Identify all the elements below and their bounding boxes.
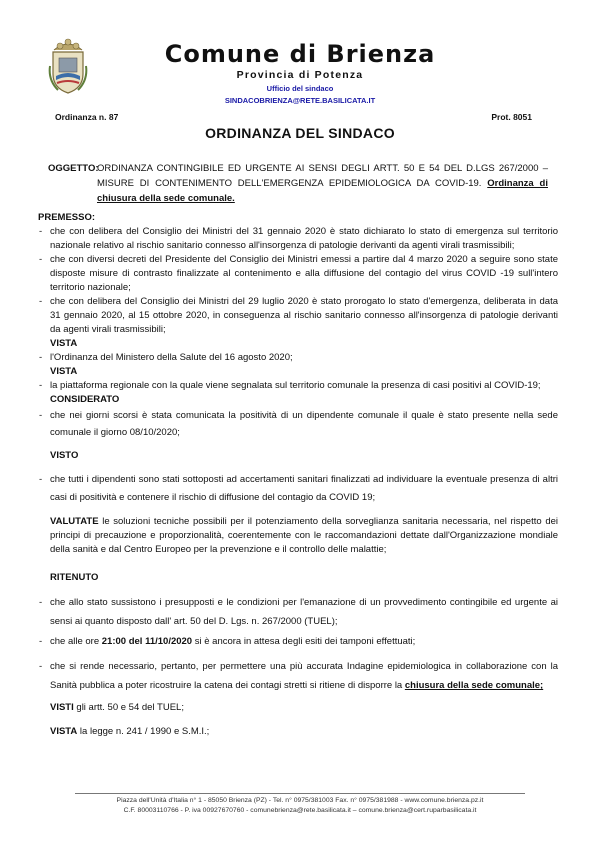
footer-divider [75, 793, 525, 794]
considerato-heading: CONSIDERATO [50, 394, 120, 405]
vista-item: - l'Ordinanza del Ministero della Salute del 16 agosto 2020; [38, 351, 558, 365]
visti-lead: VISTI [50, 702, 74, 713]
ritenuto-item2-bold: 21:00 del 11/10/2020 [101, 636, 193, 647]
premesso-item: - che con delibera del Consiglio dei Ministri del 29 luglio 2020 è stato prorogato lo stato d'emergenza, deliberata in data 31 gennaio 2020, al 15 ottobre 2020, in conseguenza al rischio sanitario connesso all'insorgenza di patologie derivanti da agenti virali trasmissibili; [38, 295, 558, 337]
valutate-paragraph [38, 515, 558, 557]
office-label: Ufficio del sindaco [266, 84, 334, 93]
premesso-item: - che con diversi decreti del Presidente del Consiglio dei Ministri emessi a partire dal 4 marzo 2020 a seguire sono state disposte misure di contrasto finalizzate al contenimento e alla diffusione del contagio del virus COVID -19 sull'intero territorio nazionale; [38, 253, 558, 295]
footer-contacts: C.F. 80003110766 - P. iva 00927670760 - comunebrienza@rete.basilicata.it – comune.brienza@cert.ruparbasilicata.it [123, 807, 477, 814]
ritenuto-item [38, 657, 558, 695]
visti-paragraph [38, 701, 558, 715]
vista-heading: VISTA [50, 338, 78, 349]
office-email: SINDACOBRIENZA@RETE.BASILICATA.IT [224, 96, 376, 105]
vista-heading: VISTA [50, 366, 78, 377]
ritenuto-item2-pre: che alle ore [50, 636, 102, 647]
valutate-lead: VALUTATE [50, 516, 99, 527]
ritenuto-heading: RITENUTO [50, 572, 99, 583]
subject-main: ORDINANZA CONTINGIBILE ED URGENTE AI SENSI DEGLI ARTT. 50 E 54 DEL D.LGS 267/2000 – MISURE DI CONTENIMENTO DELL'EMERGENZA EPIDEMIOLOGICA DA COVID-19. [97, 163, 548, 189]
vista-legge-text: la legge n. 241 / 1990 e S.M.I.; [77, 726, 210, 737]
visti-text: gli artt. 50 e 54 del TUEL; [73, 702, 184, 713]
vista-legge-lead: VISTA [50, 726, 78, 737]
valutate-text: le soluzioni tecniche possibili per il potenziamento della sorveglianza sanitaria necessaria, nel rispetto dei principi di precauzione e proporzionalità, coerentemente con le raccomandazioni dettate dall'Organizzazione mondiale della sanità e dal Centro Europeo per la prevenzione e il controllo delle malattie; [50, 516, 558, 555]
document-title: ORDINANZA DEL SINDACO [205, 125, 395, 141]
province-label: Provincia di Potenza [236, 69, 364, 81]
ritenuto-item2-post: si è ancora in attesa degli esiti dei tamponi effettuati; [192, 636, 416, 647]
premesso-heading: PREMESSO: [38, 212, 96, 223]
vista-legge-paragraph [38, 725, 558, 739]
ritenuto-item3-emphasis: chiusura della sede comunale; [404, 680, 544, 691]
subject-text [97, 161, 548, 206]
visto-item: - che tutti i dipendenti sono stati sottoposti ad accertamenti sanitari finalizzati ad individuare la eventuale presenza di altri casi di positività e contenere il rischio di diffusione del contagio da COVID 19; [38, 471, 558, 507]
footer-address: Piazza dell'Unità d'Italia n° 1 - 85050 Brienza (PZ) - Tel. n° 0975/381003 Fax. n° 0975/381988 - www.comune.brienza.pz.it [116, 797, 484, 804]
subject-emphasis: Ordinanza di chiusura della sede comunale. [97, 178, 548, 204]
ordinance-number: Ordinanza n. 87 [55, 112, 119, 122]
municipality-title: Comune di Brienza [164, 40, 436, 68]
considerato-item: - che nei giorni scorsi è stata comunicata la positività di un dipendente comunale il quale è stato presente nella sede comunale il giorno 08/10/2020; [38, 407, 558, 441]
ritenuto-item [38, 635, 558, 649]
document-body [38, 211, 558, 739]
vista-item: - la piattaforma regionale con la quale viene segnalata sul territorio comunale la presenza di casi positivi al COVID-19; [38, 379, 558, 393]
ritenuto-item: - che allo stato sussistono i presupposti e le condizioni per l'emanazione di un provvedimento contingibile ed urgente ai sensi ai quanto disposto dall' art. 50 del D. Lgs. n. 267/2000 (TUEL); [38, 593, 558, 631]
premesso-item: - che con delibera del Consiglio dei Ministri del 31 gennaio 2020 è stato dichiarato lo stato di emergenza sul territorio nazionale relativo al rischio sanitario connesso all'insorgenza di patologie derivanti da agenti virali trasmissibili; [38, 225, 558, 253]
visto-heading: VISTO [50, 450, 79, 461]
subject-label: OGGETTO: [48, 163, 99, 174]
ritenuto-item3-pre: che si rende necessario, pertanto, per permettere una più accurata Indagine epidemiologica in collaborazione con la Sanità pubblica a poter ricostruire la catena dei contagi stretti si ritiene di disporre la [50, 661, 558, 691]
protocol-number: Prot. 8051 [491, 112, 532, 122]
